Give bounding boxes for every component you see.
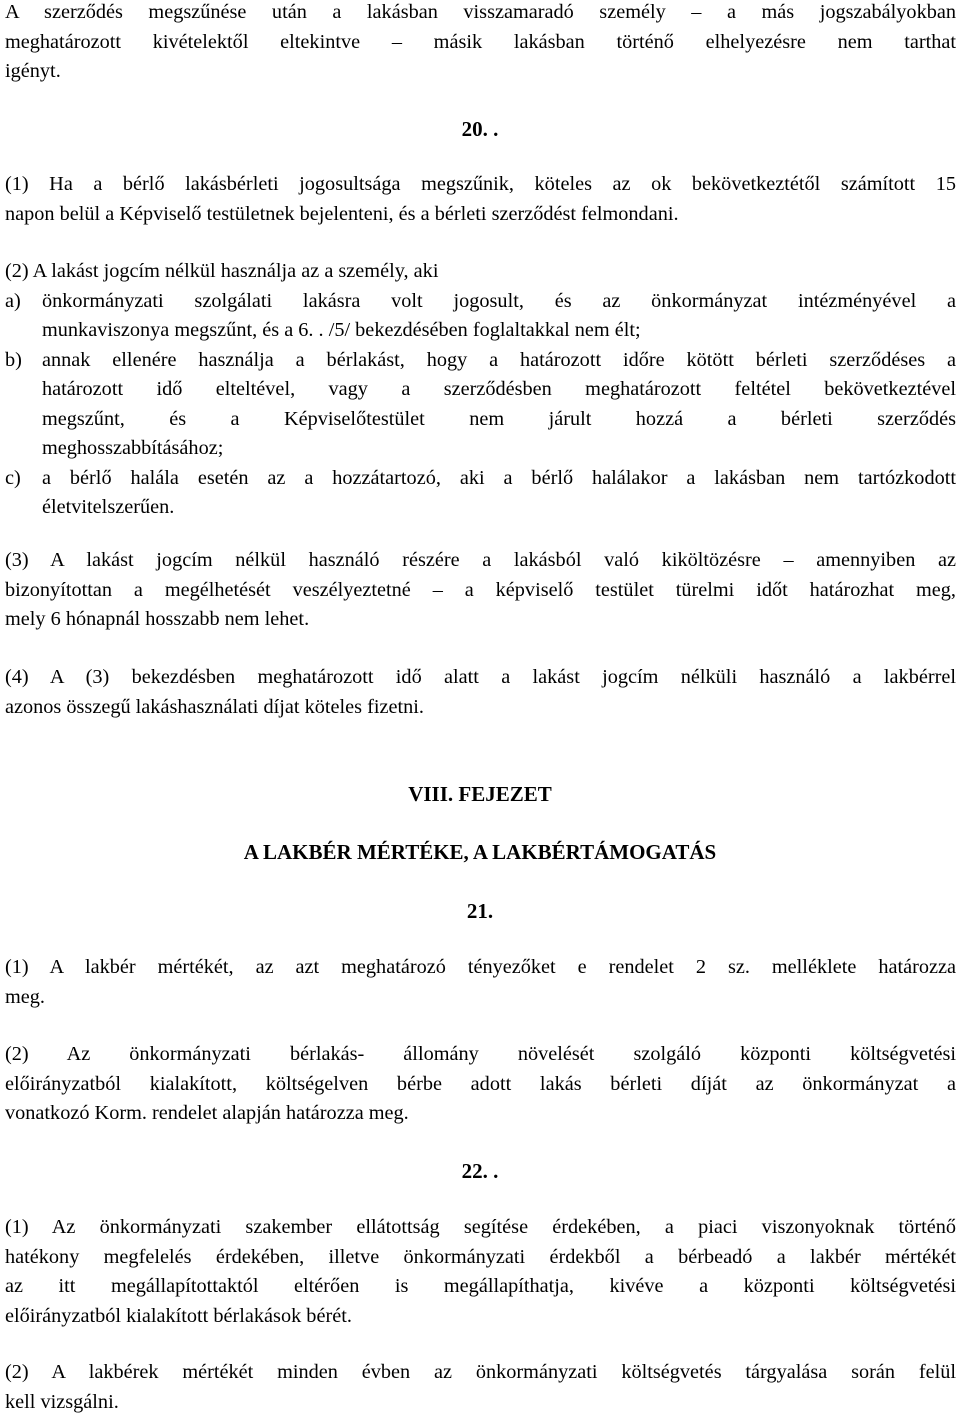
text-line: vonatkozó Korm. rendelet alapján határozza meg. bbox=[5, 1099, 956, 1129]
text-line: életvitelszerűen. bbox=[42, 493, 956, 523]
list-label: c) bbox=[5, 464, 21, 494]
text-line: igényt. bbox=[5, 57, 956, 87]
section-20-paragraph-2 bbox=[5, 257, 956, 523]
section-21-paragraph-2 bbox=[5, 1040, 956, 1129]
text-line: (2) A lakást jogcím nélkül használja az a személy, aki bbox=[5, 257, 956, 287]
list-label: a) bbox=[5, 287, 21, 317]
list-item-a bbox=[5, 287, 956, 346]
section-20-paragraph-1 bbox=[5, 170, 956, 229]
text-line: határozott idő elteltével, vagy a szerződésben meghatározott feltétel bekövetkeztével bbox=[42, 375, 956, 405]
text-line: (2) Az önkormányzati bérlakás- állomány növelését szolgáló központi költségvetési bbox=[5, 1040, 956, 1070]
text-line: előirányzatból kialakított bérlakások bérét. bbox=[5, 1302, 956, 1332]
text-line: hatékony megfelelés érdekében, illetve önkormányzati érdekből a bérbeadó a lakbér mértékét bbox=[5, 1243, 956, 1273]
text-line: napon belül a Képviselő testületnek bejelenteni, és a bérleti szerződést felmondani. bbox=[5, 200, 956, 230]
paragraph-intro bbox=[5, 0, 956, 87]
text-line: annak ellenére használja a bérlakást, hogy a határozott időre kötött bérleti szerződéses a bbox=[42, 346, 956, 376]
text-line: megszűnt, és a Képviselőtestület nem járult hozzá a bérleti szerződés bbox=[42, 405, 956, 435]
section-20-paragraph-4 bbox=[5, 663, 956, 722]
chapter-title: A LAKBÉR MÉRTÉKE, A LAKBÉRTÁMOGATÁS bbox=[0, 837, 960, 867]
section-22-paragraph-2 bbox=[5, 1358, 956, 1417]
section-22-paragraph-1 bbox=[5, 1213, 956, 1331]
text-line: önkormányzati szolgálati lakásra volt jogosult, és az önkormányzat intézményével a bbox=[42, 287, 956, 317]
text-line: munkaviszonya megszűnt, és a 6. . /5/ bekezdésében foglaltakkal nem élt; bbox=[42, 316, 956, 346]
text-line: a bérlő halála esetén az a hozzátartozó, aki a bérlő halálakor a lakásban nem tartózkodott bbox=[42, 464, 956, 494]
section-22-heading: 22. . bbox=[0, 1156, 960, 1186]
list-label: b) bbox=[5, 346, 22, 376]
text-line: mely 6 hónapnál hosszabb nem lehet. bbox=[5, 605, 956, 635]
text-line: azonos összegű lakáshasználati díjat köteles fizetni. bbox=[5, 693, 956, 723]
text-line: (1) Az önkormányzati szakember ellátottság segítése érdekében, a piaci viszonyoknak történő bbox=[5, 1213, 956, 1243]
section-21-heading: 21. bbox=[0, 896, 960, 926]
section-20-paragraph-3 bbox=[5, 546, 956, 635]
text-line: (4) A (3) bekezdésben meghatározott idő alatt a lakást jogcím nélküli használó a lakbérrel bbox=[5, 663, 956, 693]
text-line: előirányzatból kialakított, költségelven bérbe adott lakás bérleti díját az önkormányzat a bbox=[5, 1070, 956, 1100]
text-line: (3) A lakást jogcím nélkül használó részére a lakásból való kiköltözésre – amennyiben az bbox=[5, 546, 956, 576]
list-item-c bbox=[5, 464, 956, 523]
text-line: (2) A lakbérek mértékét minden évben az önkormányzati költségvetés tárgyalása során felül bbox=[5, 1358, 956, 1388]
section-21-paragraph-1 bbox=[5, 953, 956, 1012]
text-line: bizonyítottan a megélhetését veszélyeztetné – a képviselő testület türelmi időt határozhat meg, bbox=[5, 576, 956, 606]
text-line: kell vizsgálni. bbox=[5, 1388, 956, 1417]
text-line: meghosszabbításához; bbox=[42, 434, 956, 464]
text-line: meg. bbox=[5, 983, 956, 1013]
section-20-heading: 20. . bbox=[0, 114, 960, 144]
text-line: az itt megállapítottaktól eltérően is megállapíthatja, kivéve a központi költségvetési bbox=[5, 1272, 956, 1302]
text-line: (1) Ha a bérlő lakásbérleti jogosultsága megszűnik, köteles az ok bekövetkeztétől számított 15 bbox=[5, 170, 956, 200]
list-item-b bbox=[5, 346, 956, 464]
chapter-heading: VIII. FEJEZET bbox=[0, 779, 960, 809]
text-line: (1) A lakbér mértékét, az azt meghatározó tényezőket e rendelet 2 sz. melléklete határozza bbox=[5, 953, 956, 983]
text-line: A szerződés megszűnése után a lakásban visszamaradó személy – a más jogszabályokban bbox=[5, 0, 956, 28]
text-line: meghatározott kivételektől eltekintve – másik lakásban történő elhelyezésre nem tarthat bbox=[5, 28, 956, 58]
